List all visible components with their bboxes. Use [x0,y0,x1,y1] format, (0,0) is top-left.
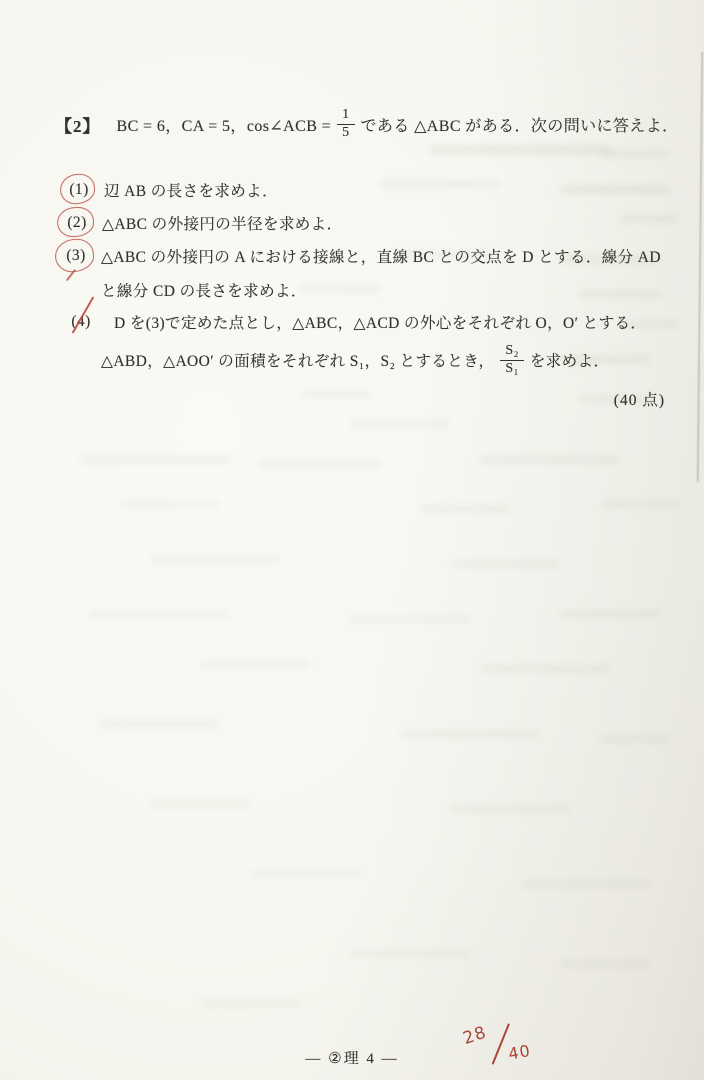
bleed-through-artifact [300,390,370,398]
question-3-line1 [59,243,661,269]
question-4-text-line2-post: を求めよ． [529,353,610,370]
bleed-through-artifact [250,870,360,878]
question-3-text-line1: △ABC の外接円の A における接線と，直線 BC との交点を D とする．線分 AD [101,249,661,266]
bleed-through-artifact [600,735,670,743]
page-footer: — ②理 4 — [305,1051,399,1067]
score-max: 40 [506,1040,533,1064]
question-4-line1 [64,309,646,335]
bleed-through-artifact [350,950,470,958]
bleed-through-artifact [150,555,280,564]
question-4-line2 [101,336,609,384]
problem-statement-post: である △ABC がある．次の問いに答えよ． [360,117,679,135]
fraction-denominator: 5 [342,124,350,140]
bleed-through-artifact [380,180,500,188]
question-2-label: (2) [67,214,87,231]
bleed-through-artifact [300,285,380,293]
question-4-label: (4) [71,313,91,330]
bleed-through-artifact [350,420,450,428]
bleed-through-artifact [560,960,650,968]
bleed-through-artifact [260,460,380,468]
ratio-denominator: S₁ [505,360,519,376]
bleed-through-artifact [90,610,230,618]
question-4-text-line1: D を(3)で定めた点とし，△ABC，△ACD の外心をそれぞれ O，O′ とする． [114,315,647,332]
bleed-through-artifact [450,560,560,568]
question-3-line2 [101,277,307,303]
bleed-through-artifact [400,730,540,738]
question-4-text-line2-pre: △ABD，△AOO′ の面積をそれぞれ S₁，S₂ とするとき， [101,353,495,370]
bleed-through-artifact [560,185,670,194]
given-fraction [337,108,354,140]
points-label: (40 点) [613,392,665,409]
bleed-through-artifact [150,800,250,808]
score-value: 28 [460,1022,490,1049]
bleed-through-artifact [200,660,310,668]
question-3-label: (3) [66,247,86,264]
question-1-text: 辺 AB の長さを求めよ． [104,183,278,200]
bleed-through-artifact [560,610,660,618]
ratio-fraction [500,344,523,376]
bleed-through-artifact [600,500,680,508]
bleed-through-artifact [620,215,680,223]
bleed-through-artifact [520,880,650,888]
ratio-numerator: S₂ [500,344,523,361]
problem-heading [55,100,679,148]
bleed-through-artifact [580,290,660,298]
question-1-label: (1) [69,181,89,198]
bleed-through-artifact [80,455,230,464]
problem-number: 【2】 [55,116,101,136]
bleed-through-artifact [450,805,570,813]
bleed-through-artifact [420,505,510,513]
bleed-through-artifact [350,615,470,623]
fraction-numerator: 1 [337,108,354,125]
page-edge-shadow [697,52,704,482]
question-2-text: △ABC の外接円の半径を求めよ． [102,216,343,233]
bleed-through-artifact [200,1000,300,1008]
problem-statement-pre: BC = 6，CA = 5，cos∠ACB = [116,117,332,135]
bleed-through-artifact [100,720,220,728]
bleed-through-artifact [480,665,610,673]
bleed-through-artifact [120,500,220,508]
handwritten-score [456,1015,546,1079]
question-3-text-line2: と線分 CD の長さを求めよ． [101,283,307,300]
bleed-through-artifact [480,455,620,464]
bleed-through-artifact [600,150,670,158]
question-2 [60,210,342,236]
